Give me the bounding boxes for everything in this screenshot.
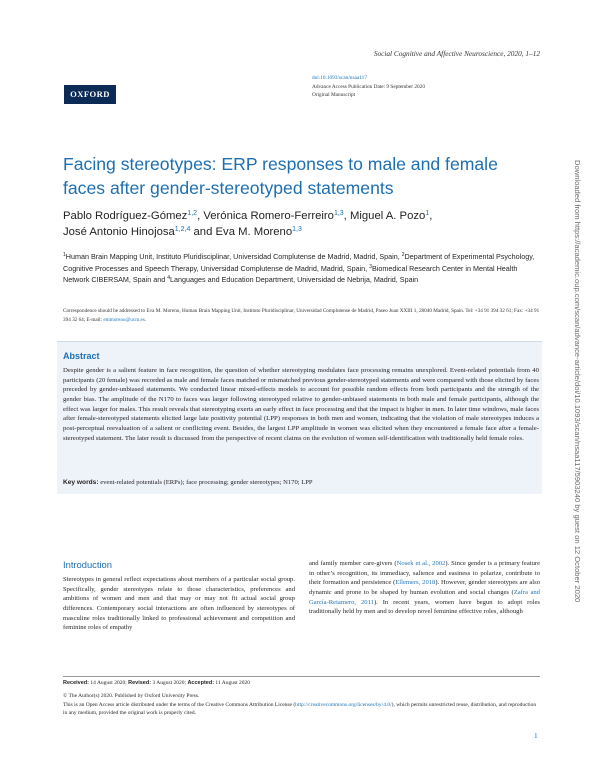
- affiliation-number: 3: [369, 263, 372, 270]
- received-label: Received:: [63, 680, 89, 686]
- author-separator: ,: [429, 210, 433, 222]
- author-affiliation-ref[interactable]: 1,2: [187, 210, 198, 217]
- article-type: Original Manuscript: [312, 92, 356, 99]
- intro-text: ). In recent years, women have begun to adopt roles traditionally held by men and to develop novel feminine effective roles, although: [309, 598, 541, 616]
- affiliation-text: Biomedical Research Center in Mental Health Network CIBERSAM, Spain and: [63, 263, 518, 284]
- author-affiliation-ref[interactable]: 1,3: [333, 210, 344, 217]
- license-text: ), which permits unrestricted reuse, distribution, and reproduction in any medium, provided the original work is properly cited.: [63, 701, 537, 717]
- introduction-heading: Introduction: [63, 559, 112, 570]
- email-link[interactable]: emmoreno@ucm.es: [103, 316, 145, 323]
- author-name: Pablo Rodríguez-Gómez: [63, 210, 188, 222]
- footer-divider: [63, 676, 540, 677]
- doi-link[interactable]: doi:10.1093/scan/nsaa117: [312, 75, 367, 81]
- intro-text: ). However, gender stereotypes are also dynamic and prone to be shaped by human evolution and social changes (: [309, 579, 541, 596]
- author-separator: and: [190, 226, 216, 238]
- affiliation-number: 1: [63, 252, 66, 258]
- introduction-column-1: Stereotypes in general reflect expectations about members of a particular social group. Specifically, gender stereotypes relate to those characteristics, preferences and ambitions of women and men and that may or may not fit actual social group differences. Contemporary social interactions are often influenced by stereotypes of masculine roles traditionally linked to professional achievement and competition and feminine roles of empathy: [63, 576, 295, 632]
- download-note: Downloaded from https://academic.oup.com/scan/advance-article/doi/10.1093/scan/nsaa117/5903240 by guest on 12 October 2020: [573, 160, 582, 603]
- correspondence-end: .: [144, 316, 147, 323]
- abstract-text: Despite gender is a salient feature in face recognition, the question of whether stereotyping modulates face processing remains unexplored. Event-related potentials from 40 participants (20 female) was recorded as male and female faces matched or mismatched previous gender-stereotyped statements and were compared with those elicited by faces preceded by gender-unbiased statements. We conducted linear mixed-effects models to account for possible random effects from both participants and the strength of the gender bias. The amplitude of the N170 to faces was larger following stereotyped relative to gender-unbiased statements in both male and female participants, although the effect was larger for males. This result reveals that stereotyping exerts an early effect in face processing and that the impact is higher in men. In later time windows, male faces after female-stereotyped statements elicited large late positivity potential (LPP) responses in both men and women, indicating that the violation of male stereotypes induces a post-perceptual reevaluation of a salient or conflicting event. Besides, the largest LPP amplitude in women was elicited when they encountered a female face after a female-stereotyped statement. The later result is discussed from the perspective of recent claims on the evolution of women self-identification with traditionally held female roles.: [63, 367, 539, 442]
- author-name: Verónica Romero-Ferreiro: [203, 210, 334, 222]
- author-separator: ,: [197, 210, 204, 222]
- affiliation-text: Languages and Education Department, Universidad de Nebrija, Madrid, Spain: [170, 275, 419, 284]
- keywords-label: Key words:: [63, 479, 99, 486]
- accepted-date: 11 August 2020: [214, 680, 251, 686]
- introduction-column-2: [309, 559, 540, 617]
- license-text: This is an Open Access article distributed under the terms of the Creative Commons Attribution License (: [63, 701, 296, 708]
- article-dates: [63, 679, 250, 687]
- citation-link[interactable]: Ellemers, 2018: [395, 579, 436, 587]
- download-sidebar: [572, 160, 584, 603]
- copyright-line: © The Author(s) 2020. Published by Oxford University Press.: [63, 693, 200, 699]
- page-number: 1: [534, 731, 538, 740]
- author-affiliation-ref[interactable]: 1,2,4: [174, 226, 191, 233]
- accepted-label: Accepted:: [187, 680, 215, 686]
- intro-text: and family member care-givers (: [309, 560, 397, 567]
- license-link[interactable]: http://creativecommons.org/licenses/by/4.0/: [295, 701, 392, 708]
- citation-link[interactable]: Zafra and García-Retamero, 2011: [309, 588, 540, 606]
- intro-text: ). Since gender is a primary feature in other’s recognition, its immediacy, salience and easiness to polarize, contribute to their formation and persistence (: [309, 560, 541, 587]
- journal-citation: Social Cognitive and Affective Neuroscience, 2020, 1–12: [373, 49, 540, 58]
- article-meta: [312, 74, 425, 100]
- advance-access-date: Advance Access Publication Date: 9 September 2020: [312, 83, 425, 90]
- abstract-heading: Abstract: [63, 351, 100, 361]
- keywords: [63, 478, 539, 487]
- keywords-text: event-related potentials (ERPs); face processing; gender stereotypes; N170; LPP: [98, 479, 313, 486]
- affiliation-number: 4: [167, 275, 171, 281]
- revised-label: Revised:: [128, 680, 152, 686]
- author-affiliation-ref[interactable]: 1: [425, 210, 430, 217]
- author-name: Eva M. Moreno: [215, 226, 293, 238]
- author-separator: ,: [343, 210, 350, 222]
- author-affiliation-ref[interactable]: 1,3: [292, 226, 302, 233]
- copyright-notice: [63, 692, 540, 718]
- oxford-logo: OXFORD: [64, 85, 116, 104]
- correspondence-note: [63, 307, 543, 324]
- author-name: Miguel A. Pozo: [349, 210, 426, 222]
- article-title: Facing stereotypes: ERP responses to male and female faces after gender-stereotyped statements: [63, 154, 498, 198]
- citation-link[interactable]: Nosek et al., 2002: [396, 560, 446, 567]
- correspondence-text: Correspondence should be addressed to Eva M. Moreno, Human Brain Mapping Unit, Instituto Pluridisciplinar, Universidad Complutense de Madrid, Paseo Juan XXIII 1, 28040 Madrid, Spain. Tel: +34 91 394 32 61; Fax: +34 91 394 32 64; E-mail:: [63, 308, 540, 323]
- author-list: [63, 208, 543, 240]
- affiliation-number: 2: [401, 252, 405, 258]
- affiliation-text: Department of Experimental Psychology, Cognitive Processes and Speech Therapy, Universidad Complutense de Madrid, Madrid, Spain,: [63, 252, 535, 273]
- revised-date: 3 August 2020;: [151, 680, 188, 686]
- affiliation-text: Human Brain Mapping Unit, Instituto Pluridisciplinar, Universidad Complutense de Madrid, Madrid, Spain,: [65, 252, 402, 261]
- received-date: 14 August 2020;: [89, 680, 129, 686]
- author-name: José Antonio Hinojosa: [63, 226, 175, 238]
- affiliations: [63, 251, 543, 286]
- license-line: [63, 701, 540, 718]
